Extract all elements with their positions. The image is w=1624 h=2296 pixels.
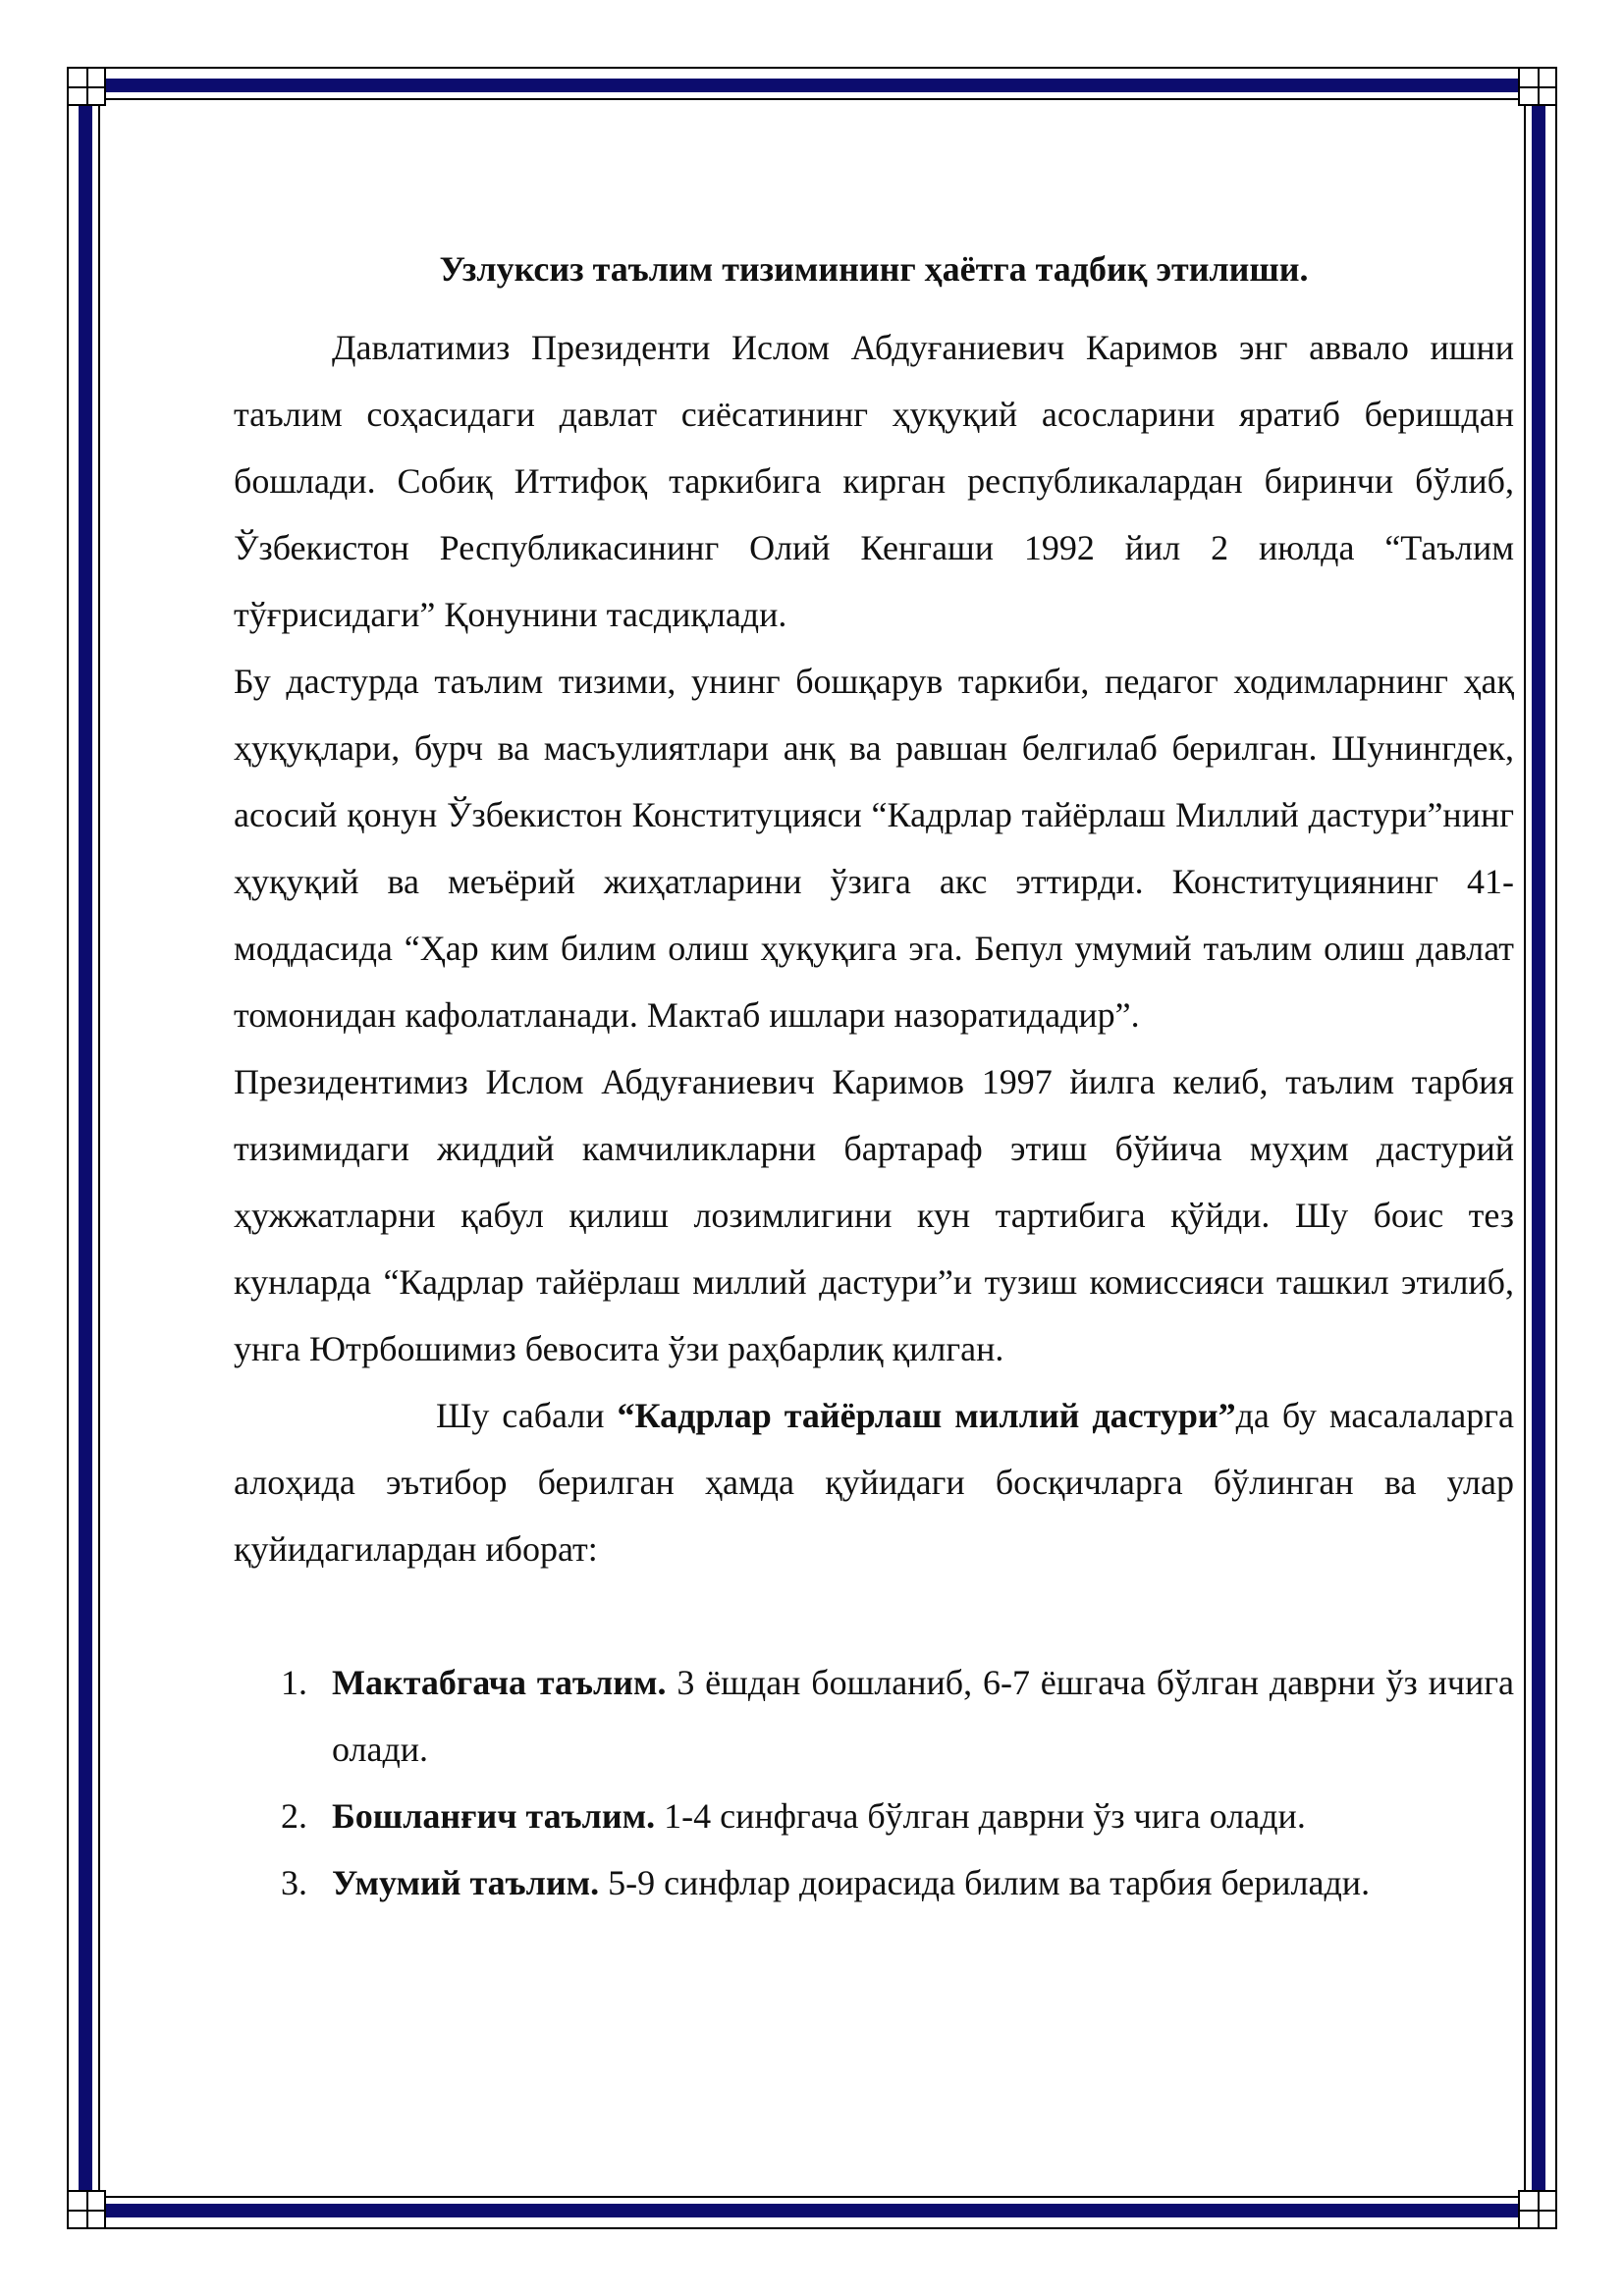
paragraph-4-rest: да бу масалаларга алоҳида эътибор берилган ҳамда қуйидаги босқичларга бўлинган ва улар қуйидагилардан иборат: xyxy=(234,1396,1514,1569)
paragraph-2: Бу дастурда таълим тизими, унинг бошқарув таркиби, педагог ходимларнинг ҳақ ҳуқуқлари, бурч ва масъулиятлари анқ ва равшан белгилаб берилган. Шунингдек, асосий қонун Ўзбекистон Конституцияси “Кадрлар тайёрлаш Миллий дастури”нинг ҳуқуқий ва меъёрий жиҳатларини ўзига акс эттирди. Конституциянинг 41-моддасида “Ҳар ким билим олиш ҳуқуқига эга. Бепул умумий таълим олиш давлат томонидан кафолатланади. Мактаб ишлари назоратидадир”. xyxy=(234,662,1514,1035)
paragraph-4-lead: Шу сабали xyxy=(436,1396,618,1435)
list-item xyxy=(234,1649,1514,1783)
document-title: Узлуксиз таълим тизимининг ҳаётга тадбиқ этилиши. xyxy=(439,249,1309,289)
blank-line xyxy=(234,1582,1514,1649)
list-item-heading: Умумий таълим. xyxy=(332,1863,600,1902)
list-item-text: 1-4 синфгача бўлган даврни ўз чига олади. xyxy=(655,1796,1306,1836)
list-item xyxy=(234,1849,1514,1916)
program-name-bold: “Кадрлар тайёрлаш миллий дастури” xyxy=(617,1396,1236,1435)
corner-ornament-top-right xyxy=(1518,67,1557,106)
list-item-text: 3 ёшдан бошланиб, 6-7 ёшгача бўлган даврни ўз ичига олади. xyxy=(332,1663,1514,1769)
paragraph-4 xyxy=(234,1382,1514,1582)
list-item-heading: Мактабгача таълим. xyxy=(332,1663,667,1702)
list-item-number: 1. xyxy=(281,1663,307,1702)
document-body xyxy=(234,236,1514,1916)
list-item-number: 3. xyxy=(281,1863,307,1902)
corner-ornament-bottom-right xyxy=(1518,2190,1557,2229)
paragraph-1: Давлатимиз Президенти Ислом Абдуғаниевич Каримов энг аввало ишни таълим соҳасидаги давлат сиёсатининг ҳуқуқий асосларини яратиб беришдан бошлади. Собиқ Иттифоқ таркибига кирган республикалардан биринчи бўлиб, Ўзбекистон Республикасининг Олий Кенгаши 1992 йил 2 июлда “Таълим тўғрисидаги” Қонунини тасдиқлади. xyxy=(234,328,1514,634)
list-item-number: 2. xyxy=(281,1796,307,1836)
corner-ornament-top-left xyxy=(67,67,106,106)
corner-ornament-bottom-left xyxy=(67,2190,106,2229)
paragraph-3: Президентимиз Ислом Абдуғаниевич Каримов 1997 йилга келиб, таълим тарбия тизимидаги жиддий камчиликларни бартараф этиш бўйича муҳим дастурий ҳужжатларни қабул қилиш лозимлигини кун тартибига қўйди. Шу боис тез кунларда “Кадрлар тайёрлаш миллий дастури”и тузиш комиссияси ташкил этилиб, унга Ютрбошимиз бевосита ўзи раҳбарлиқ қилган. xyxy=(234,1062,1514,1368)
education-stages-list xyxy=(234,1649,1514,1916)
list-item-text: 5-9 синфлар доирасида билим ва тарбия берилади. xyxy=(599,1863,1371,1902)
list-item-heading: Бошланғич таълим. xyxy=(332,1796,656,1836)
list-item xyxy=(234,1783,1514,1849)
